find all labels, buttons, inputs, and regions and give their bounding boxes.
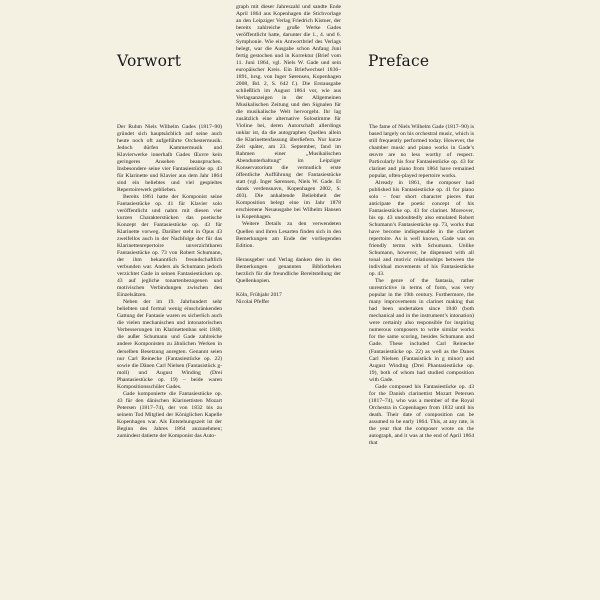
english-text-column xyxy=(369,124,474,447)
paragraph: Herausgeber und Verlag danken den in den Bemerkungen genannten Bibliotheken herzlich für die freundliche Bereitstellung der Quellenkopien. xyxy=(236,256,341,284)
paragraph: Gade komponierte die Fantasiestücke op. 43 für den dänischen Klarinettisten Mozart Petersen (1817–74), der von 1832 bis zu seinem Tod Mitglied der Königlichen Kapelle Kopenhagen war. Als Entstehungszeit ist der Beginn des Jahres 1864 anzunehmen; zumindest datierte der Komponist das Auto- xyxy=(117,390,222,439)
paragraph: The genre of the fantasia, rather unrestrictive in terms of form, was very popular in the 19th century. Furthermore, the many improvements in clarinet making that had been undertaken since 1840 (both mechanical and in the instrument’s intonation) were certainly also responsible for inspiring numerous composers to write similar works for the same scoring, besides Schumann and Gade. These included Carl Reinecke (Fantasiestücke op. 22) as well as the Danes Carl Nielsen (Fantasistück in g minor) and August Winding (Drei Phantasiestücke op. 19), both of whom had studied composition with Gade. xyxy=(369,278,474,383)
paragraph: Neben der im 19. Jahrhundert sehr beliebten und formal wenig einschränkenden Gattung der Fantasie waren es sicherlich auch die vielen mechanischen und intonatorischen Verbesserungen im Klarinettenbau seit 1840, die außer Schumann und Gade zahlreiche andere Komponisten zu ähnlichen Werken in derselben Besetzung anregten. Genannt seien nur Carl Reinecke (Fantasiestücke op. 22) sowie die Dänen Carl Nielsen (Fantasistück g-moll) und August Winding (Drei Phantasiestücke op. 19) – beide waren Kompositionsschüler Gades. xyxy=(117,299,222,390)
paragraph: The fame of Niels Wilhelm Gade (1817–90) is based largely on his orchestral music, which is still frequently performed today. However, the chamber music and piano works in Gade’s œuvre are no less worthy of respect. Particularly his four Fantasiestücke op. 43 for clarinet and piano from 1864 have remained popular, often-played repertoire works. xyxy=(369,124,474,180)
german-text-column-1 xyxy=(117,124,222,440)
heading-vorwort: Vorwort xyxy=(117,52,182,70)
paragraph: graph mit dieser Jahreszahl und sandte Ende April 1864 aus Kopenhagen die Stichvorlage an den Leipziger Verlag Friedrich Kistner, der bereits zahlreiche große Werke Gades veröffentlicht hatte, darunter die 1., 4. und 6. Symphonie. Wie ein Antwortbrief des Verlags belegt, war die Ausgabe schon Anfang Juni fertig gestochen und in Korrektur (Brief vom 11. Juni 1864, vgl. Niels W. Gade und sein europäischer Kreis. Ein Briefwechsel 1836–1891, hrsg. von Inger Sørensen, Kopenhagen 2008, Bd. 2, S. 642 f.). Die Erstausgabe schließlich im August 1864 vor, wie aus Verlagsanzeigen in der Allgemeinen Musikalischen Zeitung und den Signalen für die musikalische Welt hervorgeht. Ihr lag zusätzlich eine alternative Solostimme für Violine bei, deren Autorschaft allerdings unklar ist, da die autographen Quellen allein die Klarinettenfassung überliefern. Nur kurze Zeit später, am 23. September, fand im Rahmen einer „Musikalischen Abendunterhaltung“ im Leipziger Konservatorium die vermutlich erste öffentliche Aufführung der Fantasiestücke statt (vgl. Inger Sørensen, Niels W. Gade. Et dansk verdensnavn, Kopenhagen 2002, S. 403). Die anhaltende Beliebtheit der Komposition belegt eine im Jahr 1878 erschienene Neuausgabe bei Wilhelm Hansen in Kopenhagen. xyxy=(236,4,341,221)
german-text-column-2 xyxy=(236,4,341,306)
heading-preface: Preface xyxy=(368,52,430,70)
signature-name: Nicolai Pfeffer xyxy=(236,298,270,305)
paragraph: Gade composed his Fantasiestücke op. 43 for the Danish clarinettist Mozart Petersen (1817–74), who was a member of the Royal Orchestra in Copenhagen from 1832 until his death. Their date of composition can be assumed to be early 1864. This, at any rate, is the year that the composer wrote on the autograph, and it was at the end of April 1864 that xyxy=(369,383,474,446)
signature-place-date: Köln, Frühjahr 2017 xyxy=(236,291,282,298)
paragraph: Weitere Details zu den verwendeten Quellen und ihren Lesarten finden sich in den Bemerkungen am Ende der vorliegenden Edition. xyxy=(236,221,341,249)
paragraph: Bereits 1861 hatte der Komponist seine Fantasiestücke op. 41 für Klavier solo veröffentlicht und nahm mit diesen vier kurzen Charakterstücken das poetische Konzept der Fantasiestücke op. 43 für Klarinette vorweg. Darüber steht in Opus 43 zweifellos auch in der Nachfolge der für das Klarinettenrepertoire unverzichtbaren Fantasiestücke op. 73 von Robert Schumann, der ihm bekanntlich freundschaftlich verbunden war. Anders als Schumann jedoch verzichtet Gade in seinen Fantasiestücken op. 43 auf jegliche tonartenbezogenen und motivischen Verbindungen zwischen den Einzelsätzen. xyxy=(117,194,222,299)
paragraph: Already in 1861, the composer had published his Fantasiestücke op. 41 for piano solo – four short character pieces that anticipate the poetic concept of his Fantasiestücke op. 43 for clarinet. Moreover, his op. 43 undoubtedly also emulated Robert Schumann’s Fantasiestücke op. 73, works that have become indispensable in the clarinet repertoire. As is well known, Gade was on friendly terms with Schumann. Unlike Schumann, however, he dispensed with all tonal and motivic relationships between the individual movements of his Fantasiestücke op. 43. xyxy=(369,180,474,278)
paragraph: Der Ruhm Niels Wilhelm Gades (1817–90) gründet sich hauptsächlich auf seine auch heute noch oft aufgeführte Orchestermusik. Jedoch dürfen Kammermusik und Klavierwerke innerhalb Gades Œuvre kein geringeres Ansehen beanspruchen. Insbesondere seine vier Fantasiestücke op. 43 für Klarinette und Klavier aus dem Jahr 1864 sind ein beliebtes und viel gespieltes Repertoirewerk geblieben. xyxy=(117,124,222,194)
